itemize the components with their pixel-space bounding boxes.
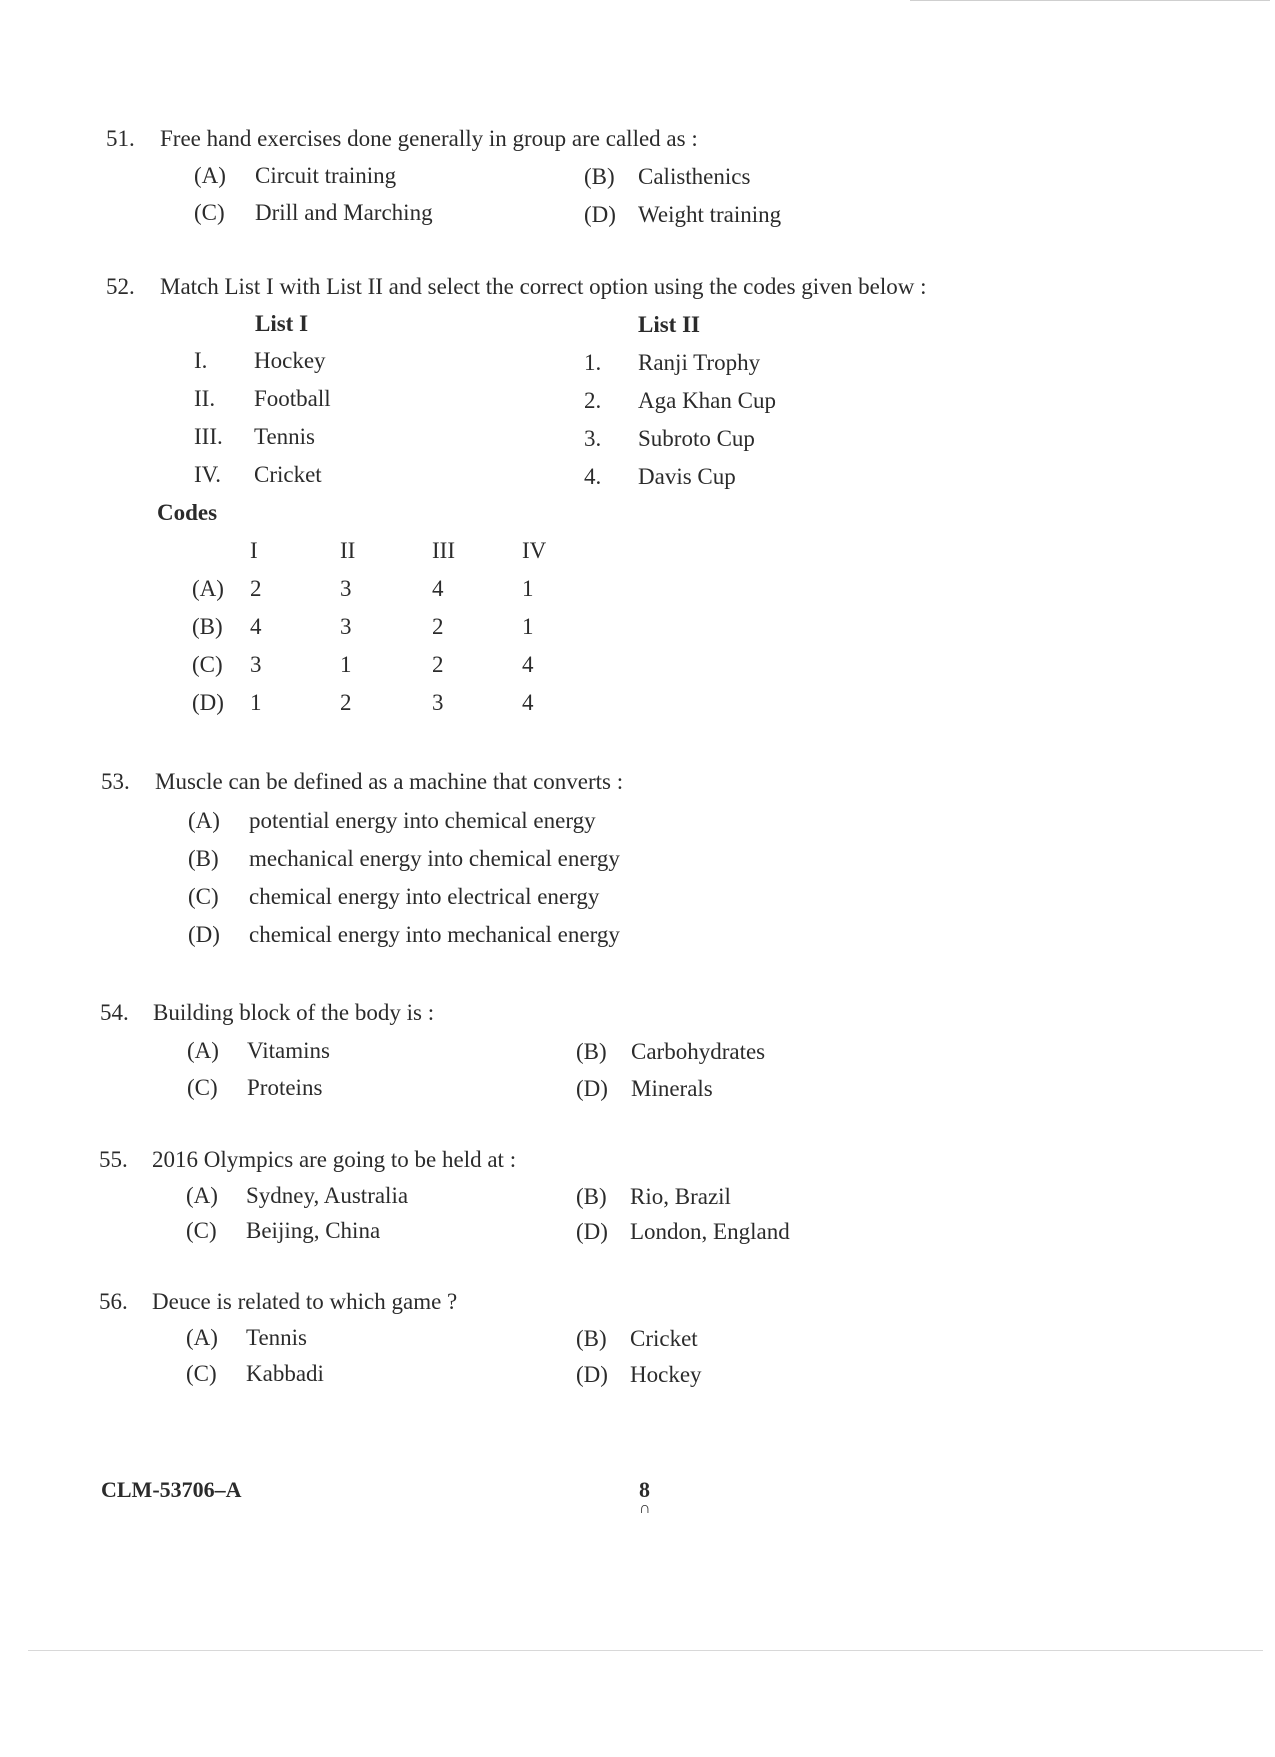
codes-header-cell: III	[432, 538, 455, 563]
codes-row-letter: (C)	[192, 652, 223, 677]
codes-header-cell: II	[340, 538, 356, 563]
option-text: chemical energy into electrical energy	[249, 884, 600, 909]
option-text: Tennis	[246, 1325, 307, 1350]
option-letter: (C)	[188, 884, 219, 909]
question-text: Building block of the body is :	[153, 1000, 435, 1025]
question-text: Free hand exercises done generally in group are called as :	[160, 126, 698, 151]
codes-row-letter: (B)	[192, 614, 223, 639]
option-letter: (B)	[576, 1039, 607, 1064]
option-letter: (D)	[584, 202, 616, 227]
list2-item: Subroto Cup	[638, 426, 755, 451]
question-text: Match List I with List II and select the correct option using the codes given below :	[160, 274, 927, 299]
list2-title: List II	[638, 312, 700, 337]
question-text: 2016 Olympics are going to be held at :	[152, 1147, 517, 1172]
option-letter: (B)	[576, 1184, 607, 1209]
page-number: 8	[639, 1477, 650, 1502]
list1-num: II.	[194, 386, 216, 411]
option-text: chemical energy into mechanical energy	[249, 922, 620, 947]
list2-item: Davis Cup	[638, 464, 736, 489]
option-letter: (D)	[576, 1362, 608, 1387]
list1-num: III.	[194, 424, 223, 449]
question-number: 54.	[100, 1000, 129, 1025]
codes-cell: 2	[340, 690, 352, 715]
question-number: 52.	[106, 274, 135, 299]
option-text: Rio, Brazil	[630, 1184, 731, 1209]
codes-header-cell: IV	[522, 538, 547, 563]
codes-cell: 4	[522, 690, 534, 715]
codes-cell: 1	[522, 576, 534, 601]
top-rule	[910, 0, 1270, 1]
codes-cell: 3	[340, 576, 352, 601]
option-letter: (A)	[186, 1325, 218, 1350]
codes-cell: 3	[340, 614, 352, 639]
option-text: Sydney, Australia	[246, 1183, 409, 1208]
codes-cell: 1	[340, 652, 352, 677]
option-letter: (A)	[188, 808, 220, 833]
option-text: Weight training	[638, 202, 782, 227]
question-number: 51.	[106, 126, 135, 151]
option-letter: (A)	[186, 1183, 218, 1208]
option-letter: (A)	[194, 163, 226, 188]
option-letter: (C)	[187, 1075, 218, 1100]
list1-num: IV.	[194, 462, 222, 487]
option-text: Circuit training	[255, 163, 397, 188]
option-text: Hockey	[630, 1362, 702, 1387]
list2-num: 4.	[584, 464, 602, 489]
option-text: Calisthenics	[638, 164, 751, 189]
codes-cell: 4	[250, 614, 262, 639]
option-letter: (D)	[576, 1076, 608, 1101]
codes-cell: 2	[250, 576, 262, 601]
option-letter: (A)	[187, 1038, 219, 1063]
list2-num: 2.	[584, 388, 602, 413]
list2-item: Aga Khan Cup	[638, 388, 776, 413]
codes-cell: 4	[522, 652, 534, 677]
codes-cell: 3	[432, 690, 444, 715]
paper-code: CLM-53706–A	[101, 1477, 242, 1502]
codes-cell: 1	[250, 690, 262, 715]
option-letter: (B)	[188, 846, 219, 871]
option-text: Minerals	[631, 1076, 713, 1101]
codes-cell: 3	[250, 652, 262, 677]
option-text: mechanical energy into chemical energy	[249, 846, 620, 871]
option-text: Cricket	[630, 1326, 698, 1351]
option-text: potential energy into chemical energy	[249, 808, 596, 833]
option-text: Drill and Marching	[255, 200, 433, 225]
list1-title: List I	[255, 311, 309, 336]
option-letter: (D)	[188, 922, 220, 947]
option-letter: (C)	[186, 1218, 217, 1243]
codes-row-letter: (D)	[192, 690, 224, 715]
codes-cell: 1	[522, 614, 534, 639]
list1-item: Cricket	[254, 462, 322, 487]
question-number: 53.	[101, 769, 130, 794]
option-text: Kabbadi	[246, 1361, 324, 1386]
option-text: Proteins	[247, 1075, 323, 1100]
option-text: Vitamins	[247, 1038, 330, 1063]
page-mark: ∩	[639, 1500, 651, 1517]
codes-cell: 4	[432, 576, 444, 601]
option-letter: (B)	[576, 1326, 607, 1351]
codes-cell: 2	[432, 652, 444, 677]
list1-item: Tennis	[254, 424, 315, 449]
option-letter: (C)	[194, 200, 225, 225]
codes-cell: 2	[432, 614, 444, 639]
list1-item: Football	[254, 386, 331, 411]
codes-header-cell: I	[250, 538, 258, 563]
question-number: 56.	[99, 1289, 128, 1314]
option-letter: (D)	[576, 1219, 608, 1244]
option-text: Beijing, China	[246, 1218, 381, 1243]
question-text: Deuce is related to which game ?	[152, 1289, 458, 1314]
option-text: Carbohydrates	[631, 1039, 766, 1064]
list1-num: I.	[194, 348, 208, 373]
bottom-rule	[28, 1650, 1263, 1651]
codes-title: Codes	[157, 500, 218, 525]
option-text: London, England	[630, 1219, 790, 1244]
question-number: 55.	[99, 1147, 128, 1172]
question-text: Muscle can be defined as a machine that converts :	[155, 769, 624, 794]
list2-item: Ranji Trophy	[638, 350, 761, 375]
list2-num: 1.	[584, 350, 602, 375]
option-letter: (C)	[186, 1361, 217, 1386]
list2-num: 3.	[584, 426, 602, 451]
codes-row-letter: (A)	[192, 576, 224, 601]
option-letter: (B)	[584, 164, 615, 189]
list1-item: Hockey	[254, 348, 326, 373]
